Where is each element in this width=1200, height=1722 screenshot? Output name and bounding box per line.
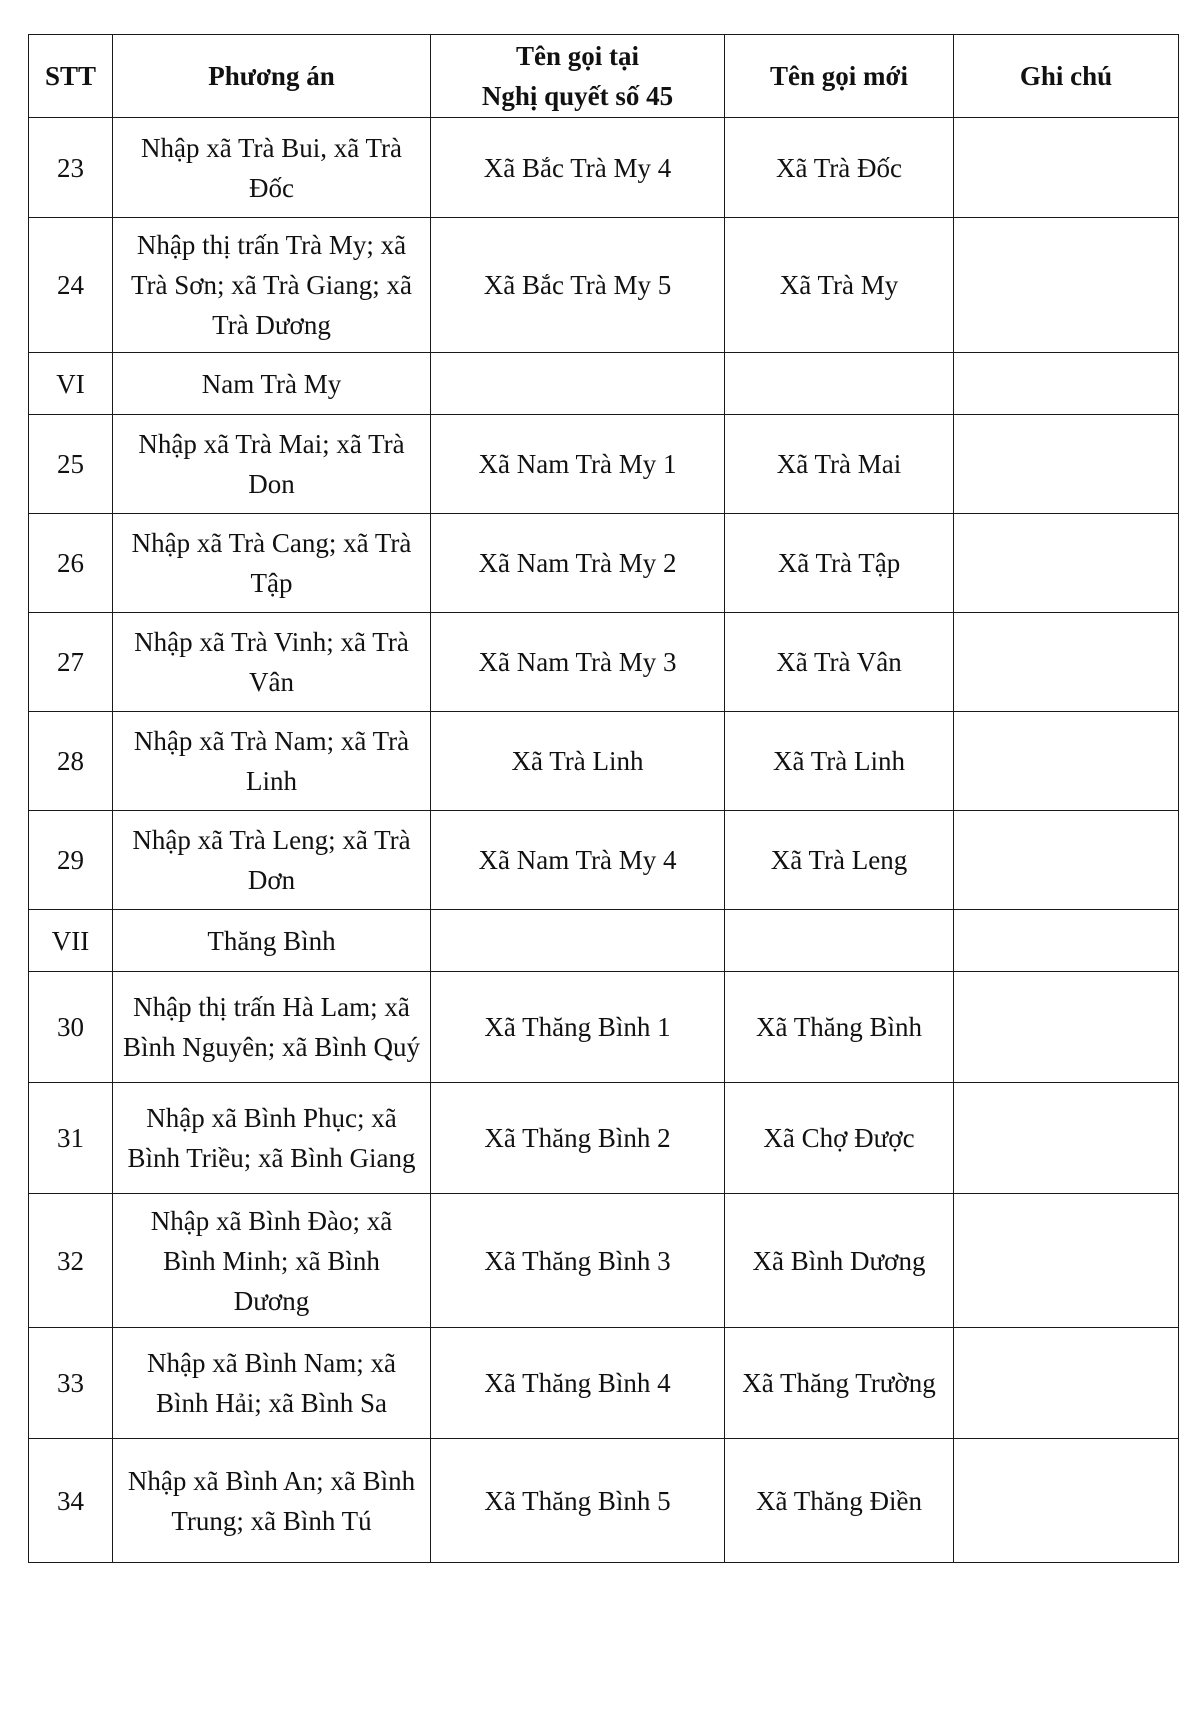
cell-ten-nq45: Xã Bắc Trà My 4 [431, 118, 725, 218]
cell-phuong-an: Nhập xã Trà Mai; xã Trà Don [113, 415, 431, 514]
cell-ghi-chu [954, 1328, 1179, 1439]
cell-empty [431, 353, 725, 415]
cell-ten-moi: Xã Trà Vân [725, 613, 954, 712]
cell-empty [954, 353, 1179, 415]
cell-empty [725, 353, 954, 415]
header-phuong-an: Phương án [113, 35, 431, 118]
table-row [29, 972, 1179, 1083]
cell-phuong-an: Nhập xã Bình Đào; xã Bình Minh; xã Bình Dương [113, 1194, 431, 1328]
cell-ten-nq45: Xã Nam Trà My 2 [431, 514, 725, 613]
table-row [29, 811, 1179, 910]
cell-ten-nq45: Xã Nam Trà My 3 [431, 613, 725, 712]
header-ghi-chu: Ghi chú [954, 35, 1179, 118]
section-title: Nam Trà My [113, 353, 431, 415]
merger-table [28, 34, 1179, 1563]
cell-phuong-an: Nhập xã Bình An; xã Bình Trung; xã Bình Tú [113, 1439, 431, 1563]
cell-ten-moi: Xã Trà Mai [725, 415, 954, 514]
cell-phuong-an: Nhập xã Trà Cang; xã Trà Tập [113, 514, 431, 613]
cell-ten-moi: Xã Trà Leng [725, 811, 954, 910]
cell-ten-moi: Xã Thăng Trường [725, 1328, 954, 1439]
cell-stt: 34 [29, 1439, 113, 1563]
table-row [29, 118, 1179, 218]
cell-phuong-an: Nhập thị trấn Trà My; xã Trà Sơn; xã Trà Giang; xã Trà Dương [113, 218, 431, 353]
cell-ghi-chu [954, 811, 1179, 910]
section-row [29, 910, 1179, 972]
cell-ghi-chu [954, 1083, 1179, 1194]
cell-stt: 33 [29, 1328, 113, 1439]
cell-ten-moi: Xã Trà Tập [725, 514, 954, 613]
cell-stt: 28 [29, 712, 113, 811]
section-number: VII [29, 910, 113, 972]
table-row [29, 712, 1179, 811]
cell-ten-nq45: Xã Thăng Bình 1 [431, 972, 725, 1083]
cell-ghi-chu [954, 1439, 1179, 1563]
cell-ten-nq45: Xã Nam Trà My 1 [431, 415, 725, 514]
cell-stt: 30 [29, 972, 113, 1083]
cell-ghi-chu [954, 613, 1179, 712]
cell-stt: 23 [29, 118, 113, 218]
cell-ghi-chu [954, 514, 1179, 613]
table-row [29, 514, 1179, 613]
cell-ten-nq45: Xã Trà Linh [431, 712, 725, 811]
table-row [29, 613, 1179, 712]
cell-stt: 32 [29, 1194, 113, 1328]
cell-ten-moi: Xã Trà My [725, 218, 954, 353]
cell-empty [431, 910, 725, 972]
cell-phuong-an: Nhập xã Trà Leng; xã Trà Dơn [113, 811, 431, 910]
cell-phuong-an: Nhập xã Trà Vinh; xã Trà Vân [113, 613, 431, 712]
cell-ten-nq45: Xã Thăng Bình 2 [431, 1083, 725, 1194]
cell-phuong-an: Nhập thị trấn Hà Lam; xã Bình Nguyên; xã Bình Quý [113, 972, 431, 1083]
cell-stt: 25 [29, 415, 113, 514]
cell-ghi-chu [954, 712, 1179, 811]
cell-ten-moi: Xã Trà Đốc [725, 118, 954, 218]
cell-ghi-chu [954, 1194, 1179, 1328]
section-number: VI [29, 353, 113, 415]
cell-phuong-an: Nhập xã Bình Nam; xã Bình Hải; xã Bình Sa [113, 1328, 431, 1439]
cell-ten-nq45: Xã Thăng Bình 4 [431, 1328, 725, 1439]
cell-phuong-an: Nhập xã Trà Bui, xã Trà Đốc [113, 118, 431, 218]
cell-empty [954, 910, 1179, 972]
section-row [29, 353, 1179, 415]
table-row [29, 415, 1179, 514]
header-stt: STT [29, 35, 113, 118]
cell-ghi-chu [954, 118, 1179, 218]
cell-phuong-an: Nhập xã Bình Phục; xã Bình Triều; xã Bình Giang [113, 1083, 431, 1194]
cell-ten-moi: Xã Bình Dương [725, 1194, 954, 1328]
cell-ten-nq45: Xã Bắc Trà My 5 [431, 218, 725, 353]
table-row [29, 1328, 1179, 1439]
cell-ghi-chu [954, 415, 1179, 514]
cell-ghi-chu [954, 972, 1179, 1083]
cell-ten-nq45: Xã Nam Trà My 4 [431, 811, 725, 910]
document-page [28, 34, 1178, 1563]
header-ten-goi-tai-line2: Nghị quyết số 45 [481, 81, 674, 111]
table-header-row [29, 35, 1179, 118]
table-row [29, 218, 1179, 353]
cell-phuong-an: Nhập xã Trà Nam; xã Trà Linh [113, 712, 431, 811]
cell-stt: 26 [29, 514, 113, 613]
cell-stt: 24 [29, 218, 113, 353]
cell-ten-nq45: Xã Thăng Bình 3 [431, 1194, 725, 1328]
cell-ten-moi: Xã Thăng Điền [725, 1439, 954, 1563]
cell-ghi-chu [954, 218, 1179, 353]
cell-ten-moi: Xã Thăng Bình [725, 972, 954, 1083]
table-row [29, 1194, 1179, 1328]
cell-stt: 27 [29, 613, 113, 712]
cell-ten-moi: Xã Trà Linh [725, 712, 954, 811]
table-row [29, 1083, 1179, 1194]
section-title: Thăng Bình [113, 910, 431, 972]
table-row [29, 1439, 1179, 1563]
header-ten-goi-tai-nq45 [431, 35, 725, 118]
header-ten-goi-tai-line1: Tên gọi tại [515, 41, 639, 71]
cell-stt: 31 [29, 1083, 113, 1194]
cell-ten-moi: Xã Chợ Được [725, 1083, 954, 1194]
cell-stt: 29 [29, 811, 113, 910]
cell-ten-nq45: Xã Thăng Bình 5 [431, 1439, 725, 1563]
header-ten-goi-moi: Tên gọi mới [725, 35, 954, 118]
cell-empty [725, 910, 954, 972]
